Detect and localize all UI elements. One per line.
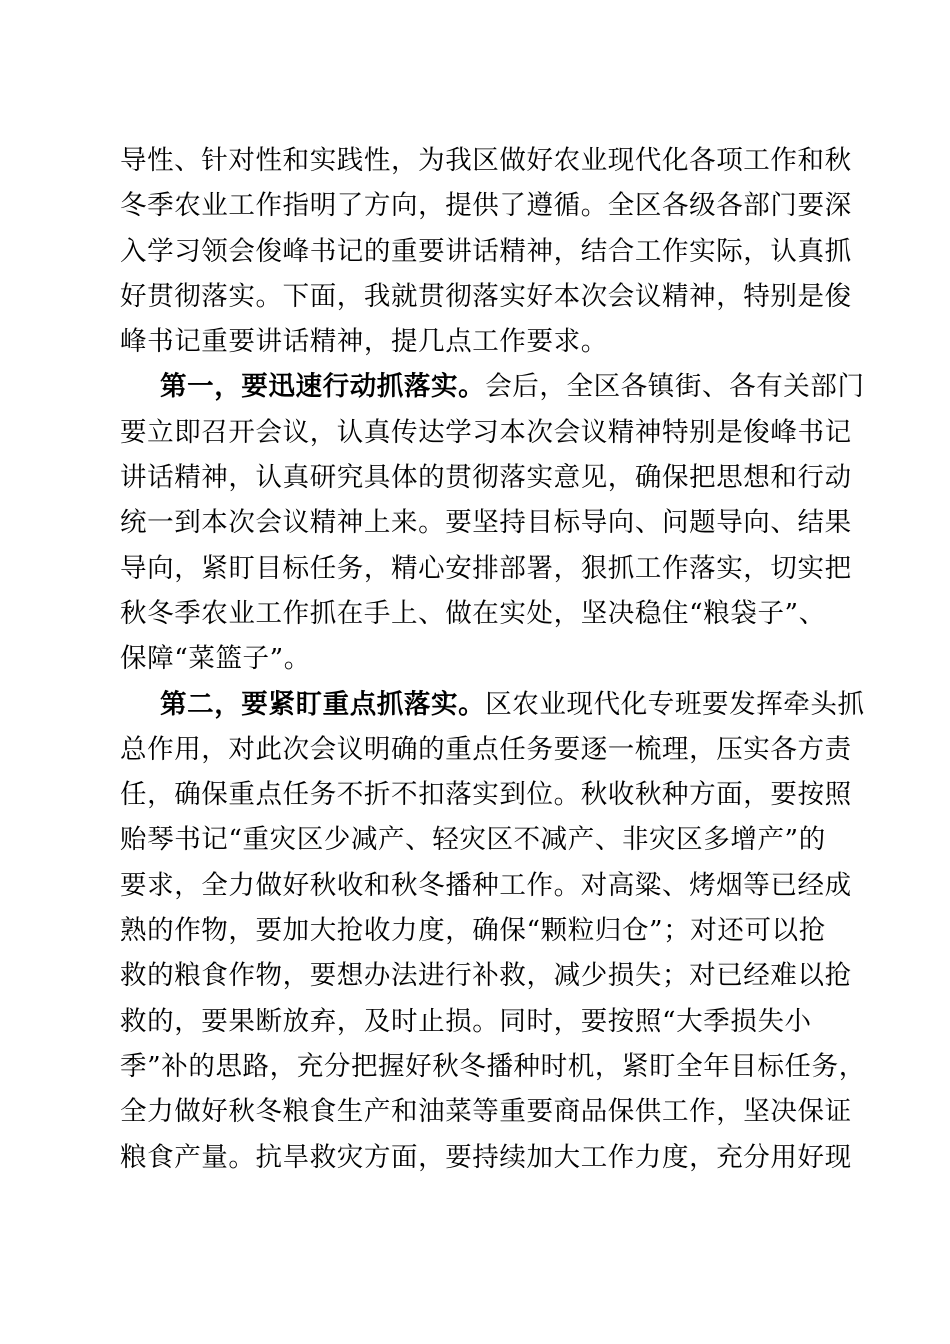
paragraph-line: 入学习领会俊峰书记的重要讲话精神，结合工作实际，认真抓 (120, 235, 852, 267)
paragraph-text: 区农业现代化专班要发挥牵头抓 (485, 688, 865, 720)
paragraph-line: 秋冬季农业工作抓在手上、做在实处，坚决稳住“粮袋子”、 (120, 597, 826, 629)
paragraph-line: 统一到本次会议精神上来。要坚持目标导向、问题导向、结果 (120, 507, 852, 539)
paragraph-line: 任，确保重点任务不折不扣落实到位。秋收秋种方面，要按照 (120, 779, 852, 811)
paragraph-line: 峰书记重要讲话精神，提几点工作要求。 (120, 326, 608, 358)
paragraph-line: 讲话精神，认真研究具体的贯彻落实意见，确保把思想和行动 (120, 462, 852, 494)
paragraph-first-line (120, 364, 865, 409)
paragraph-line: 好贯彻落实。下面，我就贯彻落实好本次会议精神，特别是俊 (120, 280, 852, 312)
paragraph-line: 熟的作物，要加大抢收力度，确保“颗粒归仓”；对还可以抢 (120, 915, 826, 947)
point-heading: 第二，要紧盯重点抓落实。 (160, 688, 486, 720)
paragraph-line: 救的粮食作物，要想办法进行补救，减少损失；对已经难以抢 (120, 960, 852, 992)
paragraph-text: 会后，全区各镇街、各有关部门 (485, 371, 865, 403)
paragraph-line: 要求，全力做好秋收和秋冬播种工作。对高粱、烤烟等已经成 (120, 869, 852, 901)
document-body (120, 138, 866, 1180)
paragraph-first-line (120, 682, 865, 727)
paragraph-line: 救的，要果断放弃，及时止损。同时，要按照“大季损失小 (120, 1005, 812, 1037)
paragraph-line: 粮食产量。抗旱救灾方面，要持续加大工作力度，充分用好现 (120, 1141, 852, 1173)
point-heading: 第一，要迅速行动抓落实。 (160, 371, 486, 403)
paragraph-line: 全力做好秋冬粮食生产和油菜等重要商品保供工作，坚决保证 (120, 1096, 852, 1128)
paragraph-line: 导向，紧盯目标任务，精心安排部署，狠抓工作落实，切实把 (120, 552, 852, 584)
paragraph-line: 导性、针对性和实践性，为我区做好农业现代化各项工作和秋 (120, 145, 852, 176)
paragraph-line: 保障“菜篮子”。 (120, 643, 311, 675)
paragraph-line: 冬季农业工作指明了方向，提供了遵循。全区各级各部门要深 (120, 190, 852, 222)
paragraph-line: 总作用，对此次会议明确的重点任务要逐一梳理，压实各方责 (120, 733, 852, 765)
paragraph-line: 季”补的思路，充分把握好秋冬播种时机，紧盯全年目标任务， (120, 1050, 866, 1082)
paragraph-line: 要立即召开会议，认真传达学习本次会议精神特别是俊峰书记 (120, 416, 852, 448)
paragraph-line: 贻琴书记“重灾区少减产、轻灾区不减产、非灾区多增产”的 (120, 824, 826, 856)
